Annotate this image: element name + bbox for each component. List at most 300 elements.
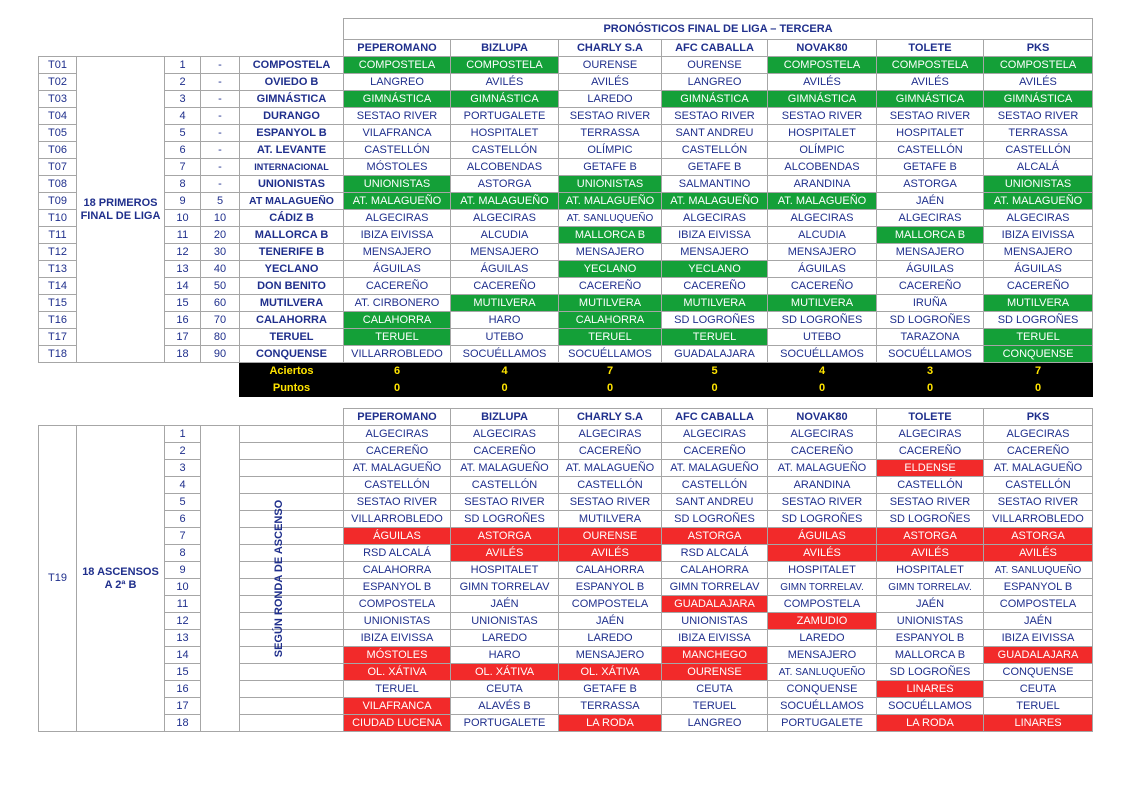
ascenso-number: 2 xyxy=(165,443,201,460)
pick-cell: CASTELLÓN xyxy=(877,142,984,159)
pick-cell: AT. MALAGUEÑO xyxy=(451,460,559,477)
pick-cell: SD LOGROÑES xyxy=(984,312,1093,329)
pick-cell: MALLORCA B xyxy=(877,647,984,664)
team-name: COMPOSTELA xyxy=(240,57,344,74)
pick-cell: COMPOSTELA xyxy=(451,57,559,74)
ascenso-number: 14 xyxy=(165,647,201,664)
pick-cell: HOSPITALET xyxy=(877,125,984,142)
pick-cell: AT. MALAGUEÑO xyxy=(451,193,559,210)
pick-cell: UNIONISTAS xyxy=(344,613,451,630)
pick-cell: OURENSE xyxy=(662,664,768,681)
position-alt: - xyxy=(201,57,240,74)
pick-cell: ÁGUILAS xyxy=(768,528,877,545)
pick-cell: CACEREÑO xyxy=(451,278,559,295)
pick-cell: IBIZA EIVISSA xyxy=(344,227,451,244)
ascenso-row xyxy=(39,443,1093,460)
ascenso-row xyxy=(39,681,1093,698)
position: 2 xyxy=(165,74,201,91)
pick-cell: AT. CIRBONERO xyxy=(344,295,451,312)
pick-cell: COMPOSTELA xyxy=(559,596,662,613)
league-row xyxy=(39,176,1093,193)
ascenso-number: 3 xyxy=(165,460,201,477)
pick-cell: AVILÉS xyxy=(877,74,984,91)
player-header-1-1: PEPEROMANO xyxy=(344,40,451,57)
ascenso-number: 5 xyxy=(165,494,201,511)
pick-cell: TERUEL xyxy=(984,698,1093,715)
pick-cell: SD LOGROÑES xyxy=(451,511,559,528)
pick-cell: CACEREÑO xyxy=(877,443,984,460)
pick-cell: ALGECIRAS xyxy=(559,426,662,443)
ascenso-number: 13 xyxy=(165,630,201,647)
ascenso-row xyxy=(39,494,1093,511)
row-id: T10 xyxy=(39,210,77,227)
position-alt: - xyxy=(201,142,240,159)
pick-cell: LAREDO xyxy=(559,630,662,647)
pick-cell: MENSAJERO xyxy=(559,647,662,664)
pick-cell: CACEREÑO xyxy=(559,278,662,295)
pick-cell: SD LOGROÑES xyxy=(662,511,768,528)
position: 15 xyxy=(165,295,201,312)
aciertos-value: 5 xyxy=(662,363,768,380)
pick-cell: ASTORGA xyxy=(877,528,984,545)
league-group-label: 18 PRIMEROS FINAL DE LIGA xyxy=(77,57,165,363)
pick-cell: MENSAJERO xyxy=(768,647,877,664)
pick-cell: VILLARROBLEDO xyxy=(344,346,451,363)
pick-cell: ALGECIRAS xyxy=(451,210,559,227)
position: 7 xyxy=(165,159,201,176)
pick-cell: ALGECIRAS xyxy=(451,426,559,443)
league-row xyxy=(39,329,1093,346)
pick-cell: JAÉN xyxy=(984,613,1093,630)
pick-cell: ÁGUILAS xyxy=(984,261,1093,278)
pick-cell: CASTELLÓN xyxy=(662,142,768,159)
pick-cell: CACEREÑO xyxy=(877,278,984,295)
pick-cell: ALCUDIA xyxy=(451,227,559,244)
player-header-1-7: PKS xyxy=(984,40,1093,57)
position: 11 xyxy=(165,227,201,244)
pick-cell: CEUTA xyxy=(662,681,768,698)
row-id: T15 xyxy=(39,295,77,312)
pick-cell: PORTUGALETE xyxy=(768,715,877,732)
league-row xyxy=(39,295,1093,312)
pick-cell: CASTELLÓN xyxy=(662,477,768,494)
pick-cell: CACEREÑO xyxy=(344,278,451,295)
ascenso-row xyxy=(39,528,1093,545)
ascenso-number: 8 xyxy=(165,545,201,562)
league-row xyxy=(39,57,1093,74)
pick-cell: SD LOGROÑES xyxy=(768,511,877,528)
pick-cell: ZAMUDIO xyxy=(768,613,877,630)
ascenso-number: 1 xyxy=(165,426,201,443)
pick-cell: GIMN TORRELAV. xyxy=(768,579,877,596)
pick-cell: ALGECIRAS xyxy=(768,426,877,443)
team-name: DON BENITO xyxy=(240,278,344,295)
pick-cell: CACEREÑO xyxy=(768,443,877,460)
pick-cell: AVILÉS xyxy=(984,545,1093,562)
pick-cell: LANGREO xyxy=(662,715,768,732)
pick-cell: TERRASSA xyxy=(984,125,1093,142)
pick-cell: SESTAO RIVER xyxy=(451,494,559,511)
position-alt: 40 xyxy=(201,261,240,278)
pick-cell: CASTELLÓN xyxy=(984,142,1093,159)
empty-cell xyxy=(240,460,344,477)
pick-cell: MÓSTOLES xyxy=(344,159,451,176)
ascenso-number: 6 xyxy=(165,511,201,528)
row-id: T12 xyxy=(39,244,77,261)
ascenso-row xyxy=(39,715,1093,732)
pick-cell: SOCUÉLLAMOS xyxy=(768,346,877,363)
pick-cell: MENSAJERO xyxy=(662,244,768,261)
ascenso-number: 9 xyxy=(165,562,201,579)
player-header-2-1: PEPEROMANO xyxy=(344,409,451,426)
pick-cell: GIMNÁSTICA xyxy=(768,91,877,108)
ascenso-number: 12 xyxy=(165,613,201,630)
pick-cell: CALAHORRA xyxy=(559,312,662,329)
puntos-value: 0 xyxy=(559,380,662,397)
pick-cell: MÓSTOLES xyxy=(344,647,451,664)
pick-cell: MUTILVERA xyxy=(559,295,662,312)
ascenso-row xyxy=(39,477,1093,494)
player-header-2-6: TOLETE xyxy=(877,409,984,426)
row-id: T17 xyxy=(39,329,77,346)
ascenso-row xyxy=(39,698,1093,715)
pick-cell: CACEREÑO xyxy=(344,443,451,460)
pick-cell: LAREDO xyxy=(768,630,877,647)
pick-cell: TERUEL xyxy=(984,329,1093,346)
pick-cell: GETAFE B xyxy=(877,159,984,176)
pick-cell: CACEREÑO xyxy=(768,278,877,295)
empty-cell xyxy=(240,681,344,698)
pick-cell: GIMNÁSTICA xyxy=(984,91,1093,108)
pick-cell: CACEREÑO xyxy=(984,443,1093,460)
empty-cell xyxy=(240,579,344,596)
pick-cell: OLÍMPIC xyxy=(559,142,662,159)
pick-cell: TARAZONA xyxy=(877,329,984,346)
pick-cell: COMPOSTELA xyxy=(344,596,451,613)
pick-cell: CACEREÑO xyxy=(559,443,662,460)
pick-cell: GUADALAJARA xyxy=(662,596,768,613)
pick-cell: AVILÉS xyxy=(451,545,559,562)
pick-cell: UNIONISTAS xyxy=(877,613,984,630)
pick-cell: CASTELLÓN xyxy=(451,477,559,494)
pick-cell: ALCOBENDAS xyxy=(768,159,877,176)
ascenso-number: 7 xyxy=(165,528,201,545)
pick-cell: VILAFRANCA xyxy=(344,125,451,142)
pick-cell: CALAHORRA xyxy=(344,312,451,329)
pick-cell: YECLANO xyxy=(559,261,662,278)
team-name: CÁDIZ B xyxy=(240,210,344,227)
pick-cell: JAÉN xyxy=(877,193,984,210)
aciertos-value: 7 xyxy=(559,363,662,380)
position: 16 xyxy=(165,312,201,329)
empty-cell xyxy=(240,494,344,511)
pick-cell: OURENSE xyxy=(662,57,768,74)
pick-cell: ESPANYOL B xyxy=(344,579,451,596)
pick-cell: CIUDAD LUCENA xyxy=(344,715,451,732)
pick-cell: SESTAO RIVER xyxy=(559,108,662,125)
pick-cell: OURENSE xyxy=(559,57,662,74)
pick-cell: AT. MALAGUEÑO xyxy=(768,193,877,210)
pick-cell: AT. SANLUQUEÑO xyxy=(559,210,662,227)
pick-cell: TERUEL xyxy=(662,698,768,715)
pick-cell: AT. SANLUQUEÑO xyxy=(984,562,1093,579)
pick-cell: LINARES xyxy=(984,715,1093,732)
ascenso-number: 4 xyxy=(165,477,201,494)
pick-cell: ESPANYOL B xyxy=(559,579,662,596)
pick-cell: ESPANYOL B xyxy=(984,579,1093,596)
pick-cell: ALGECIRAS xyxy=(768,210,877,227)
pick-cell: UNIONISTAS xyxy=(559,176,662,193)
position-alt: 5 xyxy=(201,193,240,210)
pick-cell: AVILÉS xyxy=(768,545,877,562)
pick-cell: CACEREÑO xyxy=(984,278,1093,295)
player-header-2-2: BIZLUPA xyxy=(451,409,559,426)
row-id: T09 xyxy=(39,193,77,210)
pick-cell: ALAVÉS B xyxy=(451,698,559,715)
empty-cell xyxy=(240,715,344,732)
position-alt: 90 xyxy=(201,346,240,363)
position-alt: - xyxy=(201,74,240,91)
team-name: AT MALAGUEÑO xyxy=(240,193,344,210)
puntos-value: 0 xyxy=(768,380,877,397)
pick-cell: TERUEL xyxy=(559,329,662,346)
pick-cell: ÁGUILAS xyxy=(877,261,984,278)
empty-cell xyxy=(240,545,344,562)
pick-cell: SESTAO RIVER xyxy=(877,108,984,125)
row-id: T08 xyxy=(39,176,77,193)
pick-cell: ALGECIRAS xyxy=(344,426,451,443)
empty-cell xyxy=(240,698,344,715)
player-header-2-4: AFC CABALLA xyxy=(662,409,768,426)
pick-cell: JAÉN xyxy=(559,613,662,630)
ascenso-forecast-table xyxy=(38,408,1093,732)
pick-cell: HARO xyxy=(451,312,559,329)
player-header-2-7: PKS xyxy=(984,409,1093,426)
aciertos-value: 7 xyxy=(984,363,1093,380)
pick-cell: MALLORCA B xyxy=(877,227,984,244)
pick-cell: ASTORGA xyxy=(662,528,768,545)
position: 18 xyxy=(165,346,201,363)
pick-cell: ALGECIRAS xyxy=(344,210,451,227)
pick-cell: HOSPITALET xyxy=(877,562,984,579)
pick-cell: COMPOSTELA xyxy=(768,596,877,613)
team-name: GIMNÁSTICA xyxy=(240,91,344,108)
pick-cell: COMPOSTELA xyxy=(768,57,877,74)
pick-cell: AT. MALAGUEÑO xyxy=(559,460,662,477)
pick-cell: SESTAO RIVER xyxy=(662,108,768,125)
pick-cell: SESTAO RIVER xyxy=(344,494,451,511)
pick-cell: TERUEL xyxy=(344,329,451,346)
pick-cell: UNIONISTAS xyxy=(984,176,1093,193)
pick-cell: MENSAJERO xyxy=(344,244,451,261)
team-name: CONQUENSE xyxy=(240,346,344,363)
ascenso-row xyxy=(39,511,1093,528)
empty-cell xyxy=(240,528,344,545)
row-id: T04 xyxy=(39,108,77,125)
pick-cell: VILLARROBLEDO xyxy=(344,511,451,528)
pick-cell: GETAFE B xyxy=(559,159,662,176)
page-title: PRONÓSTICOS FINAL DE LIGA – TERCERA xyxy=(344,19,1093,40)
pick-cell: HARO xyxy=(451,647,559,664)
pick-cell: ASTORGA xyxy=(451,528,559,545)
position: 9 xyxy=(165,193,201,210)
pick-cell: GIMNÁSTICA xyxy=(344,91,451,108)
pick-cell: CONQUENSE xyxy=(768,681,877,698)
position-alt: 10 xyxy=(201,210,240,227)
pick-cell: COMPOSTELA xyxy=(984,596,1093,613)
pick-cell: MENSAJERO xyxy=(451,244,559,261)
pick-cell: SESTAO RIVER xyxy=(984,108,1093,125)
pick-cell: CASTELLÓN xyxy=(984,477,1093,494)
pick-cell: IBIZA EIVISSA xyxy=(662,227,768,244)
aciertos-value: 4 xyxy=(451,363,559,380)
pick-cell: LINARES xyxy=(877,681,984,698)
position: 4 xyxy=(165,108,201,125)
ascenso-id: T19 xyxy=(39,426,77,732)
puntos-value: 0 xyxy=(984,380,1093,397)
pick-cell: JAÉN xyxy=(877,596,984,613)
position-alt: 30 xyxy=(201,244,240,261)
ascenso-row xyxy=(39,664,1093,681)
pick-cell: ÁGUILAS xyxy=(344,261,451,278)
pick-cell: LAREDO xyxy=(559,91,662,108)
pick-cell: SD LOGROÑES xyxy=(877,312,984,329)
pick-cell: TERRASSA xyxy=(559,125,662,142)
pick-cell: SD LOGROÑES xyxy=(768,312,877,329)
empty-cell xyxy=(240,613,344,630)
player-header-2-5: NOVAK80 xyxy=(768,409,877,426)
pick-cell: UTEBO xyxy=(768,329,877,346)
player-header-1-5: NOVAK80 xyxy=(768,40,877,57)
position-alt: - xyxy=(201,159,240,176)
row-id: T06 xyxy=(39,142,77,159)
empty-cell xyxy=(240,477,344,494)
pick-cell: AT. MALAGUEÑO xyxy=(662,460,768,477)
pick-cell: CASTELLÓN xyxy=(559,477,662,494)
pick-cell: UTEBO xyxy=(451,329,559,346)
pick-cell: MANCHEGO xyxy=(662,647,768,664)
row-id: T03 xyxy=(39,91,77,108)
pick-cell: AT. MALAGUEÑO xyxy=(984,193,1093,210)
pick-cell: GIMN TORRELAV xyxy=(451,579,559,596)
position: 17 xyxy=(165,329,201,346)
position: 12 xyxy=(165,244,201,261)
pick-cell: SD LOGROÑES xyxy=(662,312,768,329)
team-name: CALAHORRA xyxy=(240,312,344,329)
pick-cell: GIMNÁSTICA xyxy=(662,91,768,108)
position-alt: 20 xyxy=(201,227,240,244)
league-forecast-table xyxy=(38,18,1093,397)
pick-cell: GIMNÁSTICA xyxy=(877,91,984,108)
pick-cell: AVILÉS xyxy=(984,74,1093,91)
player-header-1-4: AFC CABALLA xyxy=(662,40,768,57)
pick-cell: SANT ANDREU xyxy=(662,494,768,511)
pick-cell: SESTAO RIVER xyxy=(768,108,877,125)
ascenso-number: 16 xyxy=(165,681,201,698)
pick-cell: YECLANO xyxy=(662,261,768,278)
row-id: T07 xyxy=(39,159,77,176)
pick-cell: OL. XÁTIVA xyxy=(344,664,451,681)
position: 8 xyxy=(165,176,201,193)
league-row xyxy=(39,125,1093,142)
position-alt: - xyxy=(201,108,240,125)
league-row xyxy=(39,193,1093,210)
pick-cell: CEUTA xyxy=(984,681,1093,698)
empty-cell xyxy=(240,630,344,647)
pick-cell: CONQUENSE xyxy=(984,664,1093,681)
pick-cell: SANT ANDREU xyxy=(662,125,768,142)
ascenso-vertical-text: SEGÚN RONDA DE ASCENSO xyxy=(273,499,286,658)
pick-cell: MUTILVERA xyxy=(984,295,1093,312)
pick-cell: OLÍMPIC xyxy=(768,142,877,159)
ascenso-number: 11 xyxy=(165,596,201,613)
ascenso-row xyxy=(39,613,1093,630)
pick-cell: ALCUDIA xyxy=(768,227,877,244)
pick-cell: ALCALÁ xyxy=(984,159,1093,176)
pick-cell: SOCUÉLLAMOS xyxy=(877,698,984,715)
pick-cell: UNIONISTAS xyxy=(344,176,451,193)
pick-cell: GETAFE B xyxy=(559,681,662,698)
ascenso-number: 18 xyxy=(165,715,201,732)
pick-cell: AVILÉS xyxy=(559,74,662,91)
row-id: T14 xyxy=(39,278,77,295)
pick-cell: HOSPITALET xyxy=(768,562,877,579)
pick-cell: ÁGUILAS xyxy=(344,528,451,545)
pick-cell: MALLORCA B xyxy=(559,227,662,244)
pick-cell: ALGECIRAS xyxy=(877,210,984,227)
pick-cell: ARANDINA xyxy=(768,176,877,193)
pick-cell: AT. SANLUQUEÑO xyxy=(768,664,877,681)
aciertos-label: Aciertos xyxy=(240,363,344,380)
pick-cell: AT. MALAGUEÑO xyxy=(662,193,768,210)
pick-cell: LANGREO xyxy=(344,74,451,91)
puntos-value: 0 xyxy=(662,380,768,397)
pick-cell: COMPOSTELA xyxy=(344,57,451,74)
position-alt: - xyxy=(201,176,240,193)
ascenso-row xyxy=(39,562,1093,579)
pick-cell: AT. MALAGUEÑO xyxy=(344,193,451,210)
pick-cell: SESTAO RIVER xyxy=(559,494,662,511)
pick-cell: ARANDINA xyxy=(768,477,877,494)
ascenso-row xyxy=(39,647,1093,664)
player-header-1-3: CHARLY S.A xyxy=(559,40,662,57)
pick-cell: CASTELLÓN xyxy=(451,142,559,159)
league-row xyxy=(39,227,1093,244)
row-id: T01 xyxy=(39,57,77,74)
position: 13 xyxy=(165,261,201,278)
pick-cell: SOCUÉLLAMOS xyxy=(451,346,559,363)
pick-cell: ALGECIRAS xyxy=(984,426,1093,443)
pick-cell: HOSPITALET xyxy=(451,562,559,579)
pick-cell: GIMN TORRELAV. xyxy=(877,579,984,596)
pick-cell: TERRASSA xyxy=(559,698,662,715)
pick-cell: CALAHORRA xyxy=(662,562,768,579)
league-row xyxy=(39,108,1093,125)
ascenso-vertical-label xyxy=(201,426,286,732)
pick-cell: ASTORGA xyxy=(451,176,559,193)
team-name: ESPANYOL B xyxy=(240,125,344,142)
pick-cell: AVILÉS xyxy=(451,74,559,91)
pick-cell: SESTAO RIVER xyxy=(984,494,1093,511)
pick-cell: ÁGUILAS xyxy=(451,261,559,278)
ascenso-row xyxy=(39,630,1093,647)
aciertos-value: 4 xyxy=(768,363,877,380)
league-row xyxy=(39,244,1093,261)
league-row xyxy=(39,91,1093,108)
pick-cell: MUTILVERA xyxy=(559,511,662,528)
ascenso-number: 17 xyxy=(165,698,201,715)
pick-cell: VILLARROBLEDO xyxy=(984,511,1093,528)
